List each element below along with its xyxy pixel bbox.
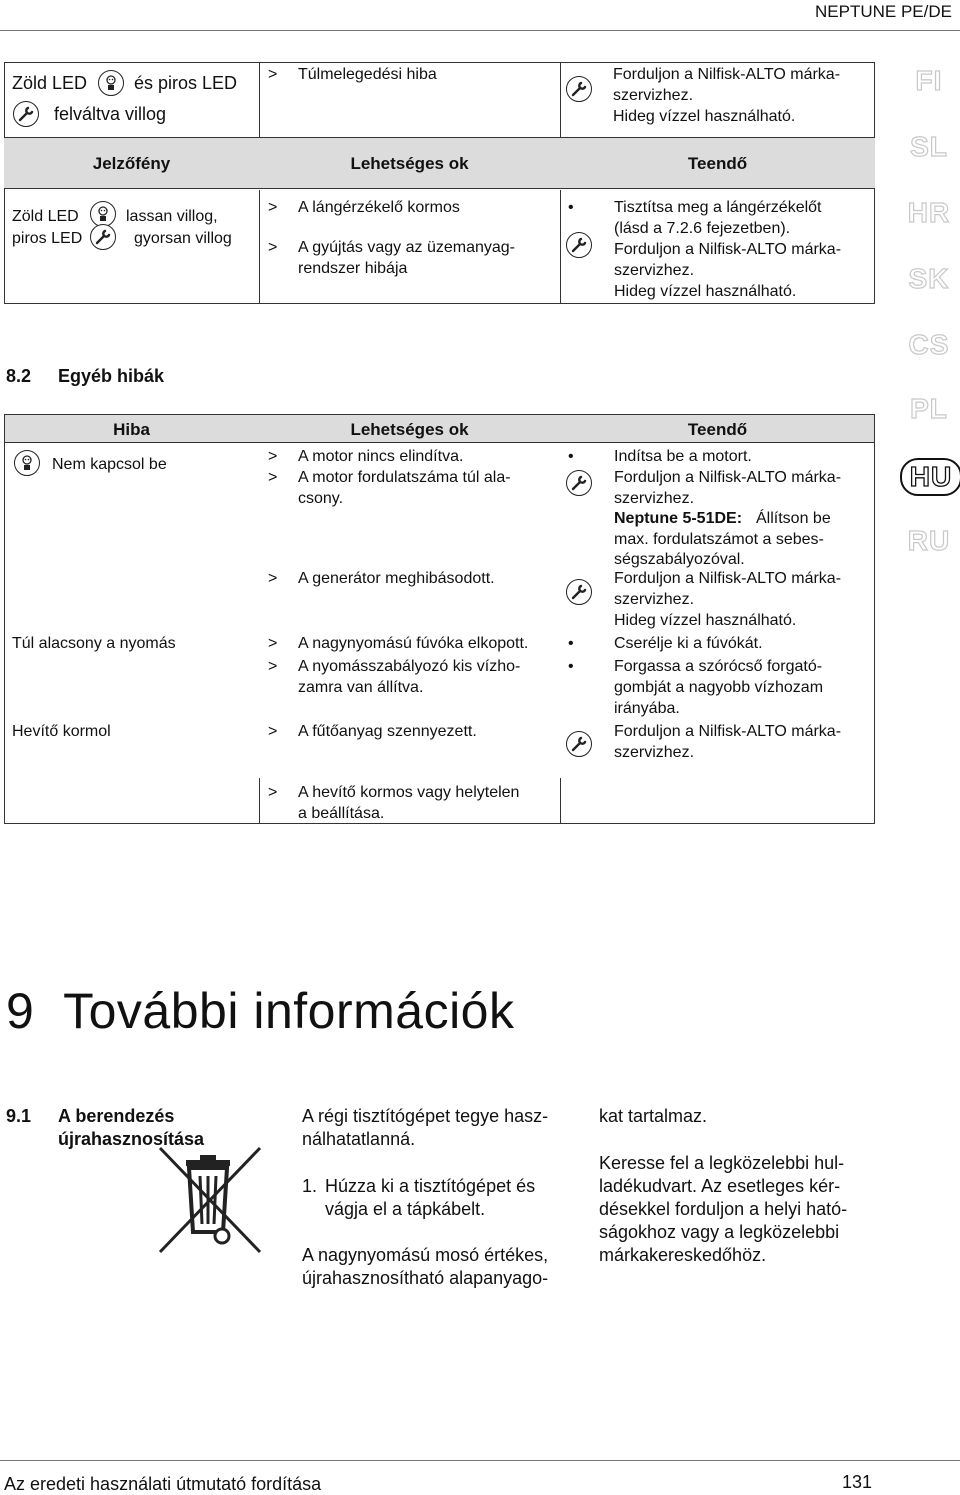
action-line: szervizhez.	[614, 591, 695, 608]
action-line: ségszabályozóval.	[614, 551, 745, 568]
action-line: Forgassa a szórócső forgató-	[614, 658, 823, 675]
table2-divider	[560, 778, 561, 824]
signal-text: gyorsan villog	[134, 230, 232, 247]
paragraph-line: Keresse fel a legközelebbi hul-	[599, 1153, 845, 1173]
cause-text: csony.	[298, 490, 344, 507]
signal-text: felváltva villog	[54, 104, 167, 124]
footer-divider	[0, 1460, 960, 1461]
paragraph-line: désekkel forduljon a helyi ható-	[599, 1199, 848, 1219]
lang-tab-hr[interactable]: HR	[907, 197, 951, 228]
bullet: •	[568, 635, 574, 652]
cause-text: A hevítő kormos vagy helytelen	[298, 784, 520, 801]
cause-text: A nyomásszabályozó kis vízho-	[298, 658, 521, 675]
step-text: vágja el a tápkábelt.	[325, 1199, 486, 1219]
face-led-icon	[98, 70, 124, 96]
section-title: A berendezés	[58, 1106, 175, 1126]
action-line: szervizhez.	[614, 262, 695, 279]
cause-text: rendszer hibája	[298, 260, 408, 277]
action-line: Forduljon a Nilfisk-ALTO márka-	[614, 241, 842, 258]
cause-marker: >	[268, 658, 278, 675]
action-line: Tisztítsa meg a lángérzékelőt	[614, 199, 822, 216]
bullet: •	[568, 448, 574, 465]
action-line: Forduljon a Nilfisk-ALTO márka-	[614, 469, 842, 486]
face-led-icon	[14, 450, 40, 476]
table1-divider	[560, 190, 561, 304]
action-line: Indítsa be a motort.	[614, 448, 752, 465]
wrench-icon	[566, 731, 592, 757]
page-number: 131	[842, 1472, 873, 1492]
action-line: Cserélje ki a fúvókát.	[614, 635, 763, 652]
lang-tab-cs[interactable]: CS	[908, 329, 950, 360]
paragraph-line: ságokhoz vagy a legközelebbi	[599, 1222, 840, 1242]
cause-text: A fűtőanyag szennyezett.	[298, 723, 477, 740]
lang-tab-pl[interactable]: PL	[910, 393, 948, 424]
signal-text: piros LED	[12, 230, 83, 247]
cause-text: A motor fordulatszáma túl ala-	[298, 469, 511, 486]
signal-text: Zöld LED	[12, 73, 88, 93]
lang-tab-fi[interactable]: FI	[915, 65, 943, 96]
signal-text: és piros LED	[134, 73, 238, 93]
action-line: irányába.	[614, 700, 680, 717]
table2-divider	[259, 778, 260, 824]
paragraph-line: nálhatatlanná.	[302, 1129, 416, 1149]
wrench-icon	[566, 76, 592, 102]
col-header-signal: Jelzőfény	[92, 154, 171, 173]
cause-text: A motor nincs elindítva.	[298, 448, 464, 465]
cause-marker: >	[268, 66, 278, 83]
section-number: 8.2	[6, 366, 32, 386]
signal-text: Zöld LED	[12, 208, 79, 225]
lang-tab-ru[interactable]: RU	[907, 525, 951, 556]
paragraph-line: ladékudvart. Az esetleges kér-	[599, 1176, 841, 1196]
fault-text: Hevítő kormol	[12, 723, 111, 740]
chapter-number: 9	[6, 983, 35, 1039]
cause-text: a beállítása.	[298, 805, 385, 822]
paragraph-line: újrahasznosítható alapanyago-	[302, 1268, 549, 1288]
col-header-cause: Lehetséges ok	[350, 420, 469, 439]
cause-marker: >	[268, 469, 278, 486]
cause-marker: >	[268, 784, 278, 801]
action-line: Hideg vízzel használható.	[614, 612, 797, 629]
bullet: •	[568, 199, 574, 216]
action-line: Forduljon a Nilfisk-ALTO márka-	[614, 570, 842, 587]
lang-tab-sl[interactable]: SL	[910, 131, 948, 162]
action-line: Forduljon a Nilfisk-ALTO márka-	[614, 723, 842, 740]
action-line: szervizhez.	[614, 490, 695, 507]
cause-marker: >	[268, 723, 278, 740]
action-line: Forduljon a Nilfisk-ALTO márka-	[613, 66, 841, 83]
model-label: Neptune 5-51DE:	[614, 510, 743, 527]
action-line: Hideg vízzel használható.	[613, 108, 796, 125]
col-header-fault: Hiba	[113, 420, 150, 439]
action-line: szervizhez.	[614, 744, 695, 761]
cause-marker: >	[268, 635, 278, 652]
cause-text: A gyújtás vagy az üzemanyag-	[298, 239, 516, 256]
cause-text: Túlmelegedési hiba	[298, 66, 437, 83]
paragraph-line: A nagynyomású mosó értékes,	[302, 1245, 549, 1265]
action-line: Állítson be	[756, 510, 831, 527]
crossed-out-bin-icon	[158, 1146, 262, 1254]
header-divider	[0, 30, 960, 31]
cause-text: A lángérzékelő kormos	[298, 199, 460, 216]
section-title: Egyéb hibák	[58, 366, 165, 386]
cause-text: A generátor meghibásodott.	[298, 570, 495, 587]
action-line: szervizhez.	[613, 87, 694, 104]
bullet: •	[568, 658, 574, 675]
signal-text: lassan villog,	[126, 208, 218, 225]
step-number: 1.	[302, 1176, 318, 1196]
chapter-heading	[6, 982, 514, 1040]
col-header-cause: Lehetséges ok	[350, 154, 469, 173]
paragraph-line: A régi tisztítógépet tegye hasz-	[302, 1106, 549, 1126]
cause-text: zamra van állítva.	[298, 679, 424, 696]
step-text: Húzza ki a tisztítógépet és	[325, 1176, 536, 1196]
lang-tab-hu-active[interactable]: HU	[900, 458, 960, 496]
wrench-icon	[566, 232, 592, 258]
cause-text: A nagynyomású fúvóka elkopott.	[298, 635, 529, 652]
footer-text: Az eredeti használati útmutató fordítása	[4, 1474, 322, 1494]
wrench-icon	[566, 470, 592, 496]
cause-marker: >	[268, 239, 278, 256]
wrench-icon	[13, 101, 39, 127]
table1-divider	[259, 62, 260, 137]
document-header-title: NEPTUNE PE/DE	[815, 2, 952, 21]
wrench-icon	[566, 579, 592, 605]
action-line: Hideg vízzel használható.	[614, 283, 797, 300]
fault-text: Nem kapcsol be	[52, 456, 167, 473]
cause-marker: >	[268, 448, 278, 465]
cause-marker: >	[268, 570, 278, 587]
col-header-action: Teendő	[687, 420, 748, 439]
action-line: gombját a nagyobb vízhozam	[614, 679, 824, 696]
section-number: 9.1	[6, 1106, 32, 1126]
table1-divider	[259, 190, 260, 304]
table1-divider	[560, 62, 561, 137]
action-line: (lásd a 7.2.6 fejezetben).	[614, 220, 791, 237]
col-header-action: Teendő	[687, 154, 748, 173]
fault-text: Túl alacsony a nyomás	[12, 635, 176, 652]
paragraph-line: kat tartalmaz.	[599, 1106, 708, 1126]
cause-marker: >	[268, 199, 278, 216]
paragraph-line: márkakereskedőhöz.	[599, 1245, 767, 1265]
section-title: újrahasznosítása	[58, 1129, 205, 1149]
chapter-title: További információk	[63, 983, 515, 1039]
lang-tab-sk[interactable]: SK	[908, 263, 950, 294]
wrench-icon	[90, 224, 116, 250]
action-line: max. fordulatszámot a sebes-	[614, 531, 824, 548]
